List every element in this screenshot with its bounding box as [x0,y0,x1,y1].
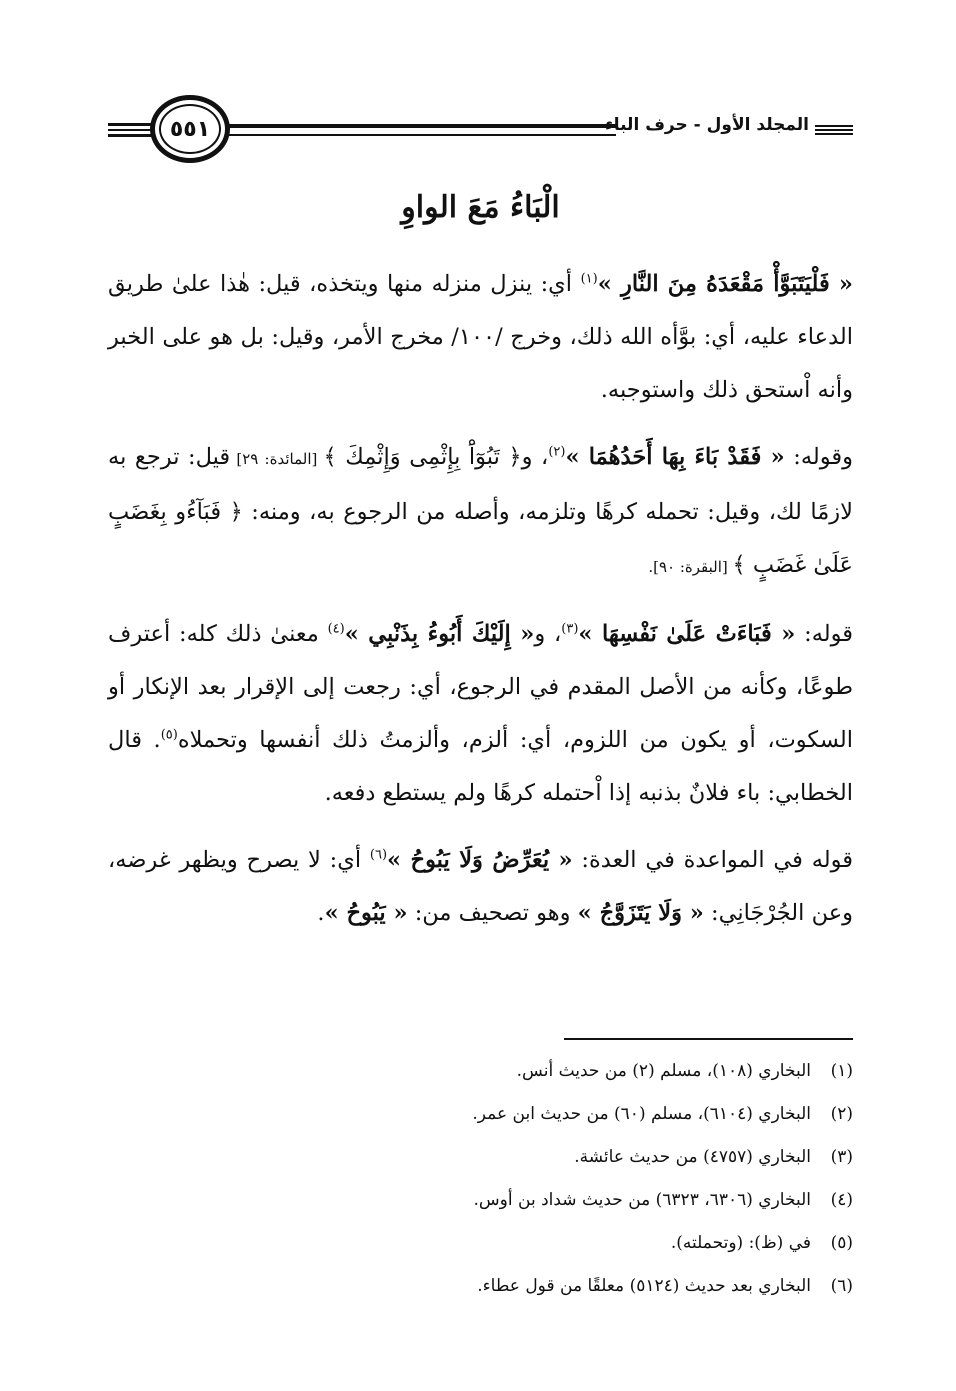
footnote-item [108,1265,853,1308]
paragraph-text: معنىٰ ذلك كله: أعترف طوعًا، وكأنه من الأصل المقدم في الرجوع، أي: رجعت إلى الإقرار بعد الإنكار أو السكوت، أو يكون من اللزوم، أي: ألزم، وألزمتُ ذلك أنفسها وتحملاه [108,621,853,753]
footnote-ref: (١) [580,271,598,287]
paragraph-text: . قال الخطابي: باء فلانٌ بذنبه إذا اْحتمله كرهًا ولم يستطع دفعه. [108,727,853,806]
hadith-quote: « يُعَرِّضُ وَلَا يَبُوحُ » [387,847,573,873]
hadith-quote: « فَقَدْ بَاءَ بِهَا أَحَدُهُمَا » [565,444,785,470]
footnote-separator [564,1038,853,1040]
footnote-text: البخاري (٤٧٥٧) من حديث عائشة. [574,1147,811,1167]
header-rule-middle [226,124,616,136]
paragraph-text: ، و [521,444,549,470]
quran-reference: [المائدة: ٢٩] [230,450,324,468]
hadith-quote: « يَبُوحُ » [324,900,408,926]
paragraph-text: أي: ينزل منزله منها ويتخذه، قيل: هٰذا علىٰ طريق الدعاء عليه، أي: بوَّأه الله ذلك، وخرج /١٠٠/ مخرج الأمر، وقيل: بل هو على الخبر وأنه اْستحق ذلك واستوجبه. [108,271,853,403]
footnote-number: (٣) [830,1147,853,1167]
footnote-item [108,1222,853,1265]
footnote-item [108,1050,853,1093]
hadith-quote: « فَلْيَتَبَوَّأْ مَقْعَدَهُ مِنَ النَّارِ » [597,271,853,297]
main-text [108,258,853,954]
running-head: المجلد الأول - حرف الباء [605,115,809,135]
paragraph-text: ، و [534,621,562,647]
paragraph-1 [108,258,853,417]
paragraph-text: قوله: [795,621,853,647]
page-header [108,95,853,175]
footnote-ref: (٤) [327,621,345,637]
paragraph-text: . [317,900,325,926]
quran-quote: ﴿ تَبُوٓاَْ بِإِثْمِى وَإِثْمِكَ ﴾ [323,444,522,470]
quran-reference: [البقرة: ٩٠]. [648,558,733,576]
quran-quote: ﴿ فَبَآءُو بِغَضَبٍ عَلَىٰ غَضَبٍ ﴾ [108,499,853,578]
header-rule-right [815,125,853,135]
section-title: الْبَاءُ مَعَ الواوِ [401,190,560,225]
footnote-item [108,1136,853,1179]
footnote-item [108,1179,853,1222]
footnotes [108,1050,853,1308]
hadith-quote: « فَبَاءَتْ عَلَىٰ نَفْسِهَا » [578,621,796,647]
footnote-text: البخاري بعد حديث (٥١٢٤) معلقًا من قول عطاء. [477,1276,811,1296]
paragraph-2 [108,431,853,594]
footnote-number: (٥) [830,1233,853,1253]
footnote-text: البخاري (٦١٠٤)، مسلم (٦٠) من حديث ابن عمر. [472,1104,811,1124]
footnote-number: (١) [830,1061,853,1081]
footnote-ref: (٣) [561,621,579,637]
footnote-text: البخاري (٦٣٠٦، ٦٣٢٣) من حديث شداد بن أوس. [473,1190,811,1210]
footnote-text: البخاري (١٠٨)، مسلم (٢) من حديث أنس. [516,1061,811,1081]
footnote-number: (٦) [830,1276,853,1296]
paragraph-text: قوله في المواعدة في العدة: [572,847,853,873]
paragraph-text: قيل: ترجع به لازمًا لك، وقيل: تحمله كرهًا وتلزمه، وأصله من الرجوع به، ومنه: [108,444,853,525]
hadith-quote: « إِلَيْكَ أَبُوءُ بِذَنْبِي » [344,621,535,647]
hadith-quote: « وَلَا يَتَزَوَّجُ » [577,900,704,926]
footnote-item [108,1093,853,1136]
page-number: ٥٥١ [169,116,211,142]
footnote-text: في (ظ): (وتحملته). [670,1233,811,1253]
paragraph-3 [108,608,853,820]
footnote-number: (٤) [830,1190,853,1210]
paragraph-4 [108,834,853,940]
paragraph-text: وهو تصحيف من: [407,900,578,926]
footnote-ref: (٢) [548,444,566,460]
footnote-ref: (٥) [160,727,178,743]
paragraph-text: أي: لا يصرح ويظهر غرضه، وعن الجُرْجَانِي: [108,847,853,926]
page-number-badge [150,95,230,163]
paragraph-text: وقوله: [784,444,854,470]
footnote-number: (٢) [830,1104,853,1124]
footnote-ref: (٦) [369,847,388,863]
